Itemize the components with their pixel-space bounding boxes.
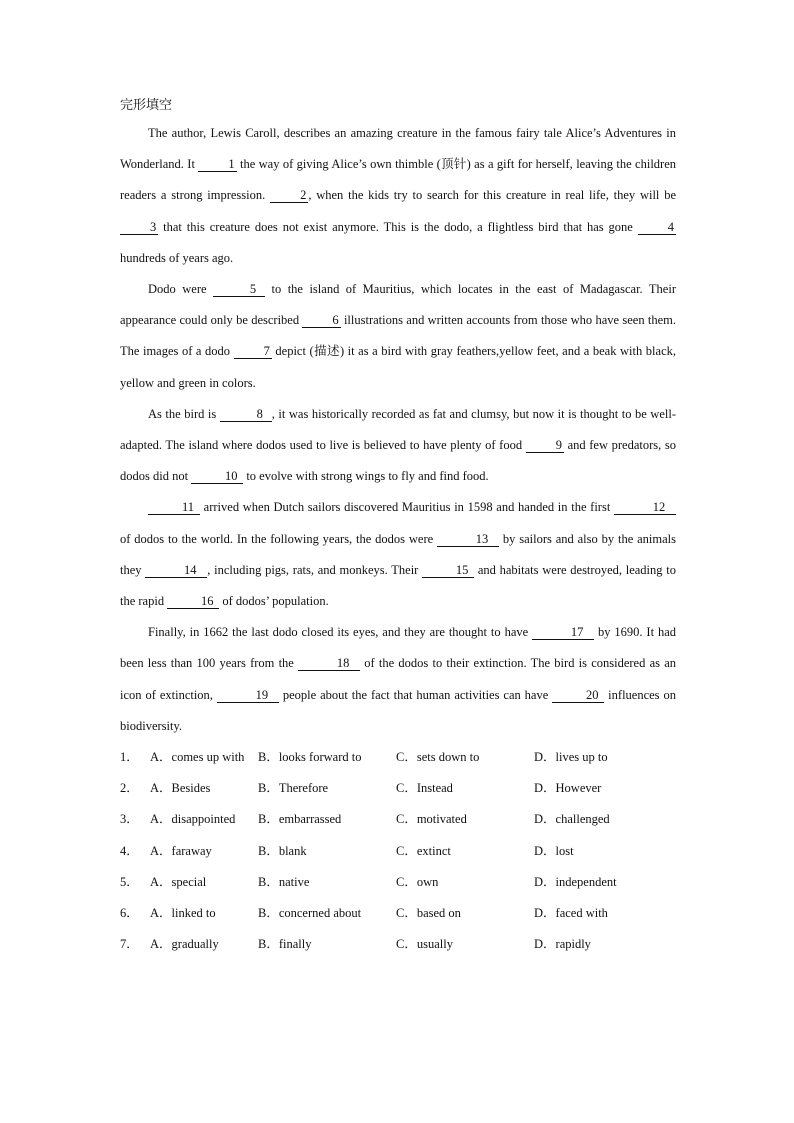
blank-6: 6 bbox=[302, 313, 340, 328]
paragraph-1 bbox=[120, 118, 676, 274]
option-b[interactable]: B．concerned about bbox=[258, 906, 362, 920]
text: and habitats were destroyed, leading to the rapid bbox=[120, 562, 676, 609]
blank-15: 15 bbox=[422, 563, 474, 578]
option-b[interactable]: B．embarrassed bbox=[258, 812, 342, 827]
blank-5: 5 bbox=[213, 282, 265, 297]
text: arrived when Dutch sailors discovered Mauritius in 1598 and handed in the first bbox=[200, 500, 614, 515]
paragraph-4 bbox=[120, 492, 676, 617]
section-title: 完形填空 bbox=[120, 97, 173, 112]
text: influences on biodiversity. bbox=[120, 687, 676, 733]
blank-1: 1 bbox=[198, 157, 236, 172]
blank-2: 2 bbox=[270, 188, 308, 203]
text: to evolve with strong wings to fly and find food. bbox=[243, 469, 489, 484]
question-number: 5． bbox=[120, 874, 139, 889]
option-c[interactable]: C．Instead bbox=[396, 781, 453, 796]
option-c[interactable]: C．extinct bbox=[396, 843, 451, 858]
options-list bbox=[120, 742, 676, 960]
question-number: 7． bbox=[120, 937, 139, 952]
text: of dodos to the world. In the following years, the dodos were bbox=[120, 531, 438, 546]
option-a[interactable]: A．disappointed bbox=[150, 812, 236, 827]
question-number: 6． bbox=[120, 906, 139, 920]
text: As the bird is bbox=[148, 406, 220, 421]
blank-19: 19 bbox=[217, 688, 279, 703]
text: illustrations and written accounts from those who have seen them. The images of a dodo bbox=[120, 313, 676, 359]
text: , including pigs, rats, and monkeys. Their bbox=[207, 562, 423, 577]
text: , when the kids try to search for this creature in real life, they will be bbox=[308, 188, 676, 203]
paragraph-3 bbox=[120, 399, 676, 493]
blank-9: 9 bbox=[526, 438, 564, 453]
text: hundreds of years ago. bbox=[120, 250, 234, 265]
text: depict (描述) it as a bird with gray feathers,yellow feet, and a beak with black, yellow and green in colors. bbox=[120, 344, 676, 390]
option-b[interactable]: B．native bbox=[258, 874, 310, 889]
question-number: 4． bbox=[120, 843, 139, 858]
blank-20: 20 bbox=[552, 688, 604, 703]
blank-14: 14 bbox=[145, 563, 207, 578]
option-c[interactable]: C．motivated bbox=[396, 812, 467, 827]
option-c[interactable]: C．usually bbox=[396, 937, 453, 952]
option-row bbox=[120, 804, 676, 835]
text: The author, Lewis Caroll, describes an amazing creature in the famous fairy tale Alice’s Adventures in Wonderland. It bbox=[120, 126, 676, 172]
blank-7: 7 bbox=[234, 344, 272, 359]
option-row bbox=[120, 836, 676, 867]
option-d[interactable]: D．lost bbox=[534, 843, 574, 858]
blank-16: 16 bbox=[167, 594, 219, 609]
option-row bbox=[120, 898, 676, 929]
text: by 1690. It had been less than 100 years from the bbox=[120, 625, 677, 671]
option-d[interactable]: D．However bbox=[534, 781, 602, 796]
option-d[interactable]: D．rapidly bbox=[534, 937, 591, 952]
option-b[interactable]: B．looks forward to bbox=[258, 750, 362, 765]
option-c[interactable]: C．own bbox=[396, 874, 439, 889]
option-d[interactable]: D．faced with bbox=[534, 906, 608, 920]
option-a[interactable]: A．comes up with bbox=[150, 750, 245, 765]
option-a[interactable]: A．gradually bbox=[150, 937, 219, 952]
text: of dodos’ population. bbox=[219, 594, 329, 609]
blank-13: 13 bbox=[437, 532, 499, 547]
blank-4: 4 bbox=[638, 220, 676, 235]
text: , it was historically recorded as fat and clumsy, but now it is thought to be well-adapted. The island where dodos used to live is believed to have plenty of food bbox=[120, 406, 676, 453]
blank-12: 12 bbox=[614, 500, 676, 515]
text: to the island of Mauritius, which locates in the east of Madagascar. Their appearance could only be described bbox=[120, 282, 676, 328]
question-number: 3． bbox=[120, 812, 139, 827]
text: Finally, in 1662 the last dodo closed its eyes, and they are thought to have bbox=[148, 625, 533, 640]
option-d[interactable]: D．independent bbox=[534, 874, 617, 889]
option-c[interactable]: C．based on bbox=[396, 906, 461, 920]
question-number: 1． bbox=[120, 750, 139, 765]
option-b[interactable]: B．Therefore bbox=[258, 781, 329, 796]
text: people about the fact that human activities can have bbox=[278, 687, 553, 702]
question-number: 2． bbox=[120, 781, 139, 796]
option-a[interactable]: A．linked to bbox=[150, 906, 216, 920]
paragraph-2 bbox=[120, 274, 676, 399]
option-a[interactable]: A．faraway bbox=[150, 843, 212, 858]
option-a[interactable]: A．Besides bbox=[150, 781, 211, 796]
blank-18: 18 bbox=[298, 656, 360, 671]
blank-11: 11 bbox=[148, 500, 200, 515]
option-d[interactable]: D．challenged bbox=[534, 812, 610, 827]
text: that this creature does not exist anymore. This is the dodo, a flightless bird that has gone bbox=[158, 219, 638, 234]
blank-8: 8 bbox=[220, 407, 272, 422]
option-b[interactable]: B．blank bbox=[258, 843, 307, 858]
text: the way of giving Alice’s own thimble (顶针) as a gift for herself, leaving the children readers a strong impression. bbox=[120, 157, 676, 203]
cloze-document bbox=[120, 96, 676, 960]
option-c[interactable]: C．sets down to bbox=[396, 750, 480, 765]
option-a[interactable]: A．special bbox=[150, 874, 207, 889]
blank-3: 3 bbox=[120, 220, 158, 235]
paragraph-5 bbox=[120, 617, 676, 742]
blank-10: 10 bbox=[191, 469, 243, 484]
text: by sailors and also by the animals they bbox=[120, 531, 676, 577]
option-row bbox=[120, 929, 676, 960]
text: and few predators, so dodos did not bbox=[120, 438, 676, 484]
option-b[interactable]: B．finally bbox=[258, 937, 312, 952]
text: Dodo were bbox=[148, 282, 214, 297]
text: of the dodos to their extinction. The bird is considered as an icon of extinction, bbox=[120, 656, 676, 702]
option-row bbox=[120, 867, 676, 898]
option-row bbox=[120, 773, 676, 804]
blank-17: 17 bbox=[532, 625, 594, 640]
option-d[interactable]: D．lives up to bbox=[534, 750, 608, 765]
option-row bbox=[120, 742, 676, 773]
